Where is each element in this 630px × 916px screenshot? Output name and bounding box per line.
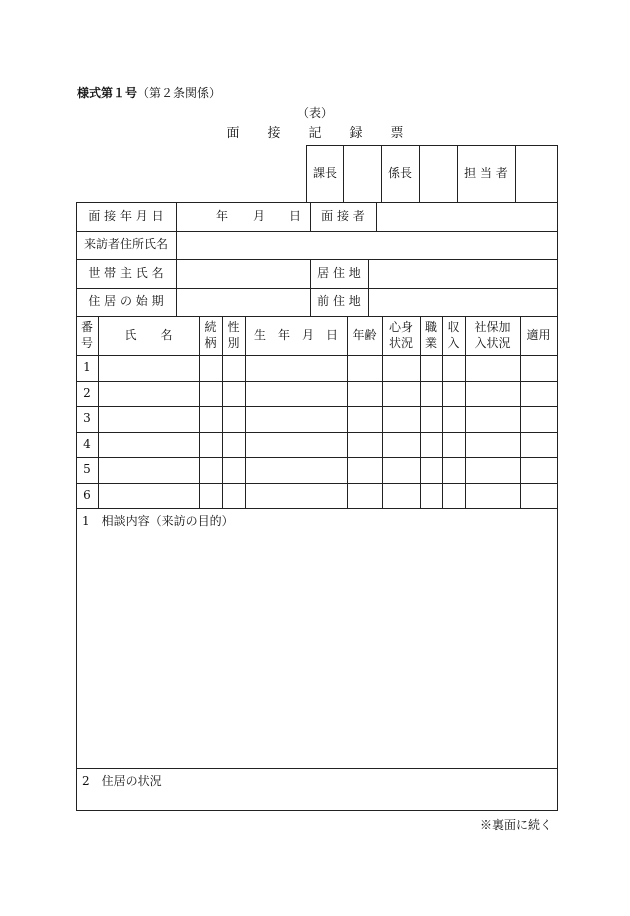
member-cell[interactable]: [383, 433, 420, 457]
member-cell[interactable]: [223, 407, 245, 432]
member-cell[interactable]: [99, 458, 199, 483]
form-title: [0, 122, 630, 141]
member-cell[interactable]: [200, 484, 222, 508]
face-label: （表）: [296, 106, 333, 120]
header-insurance: 社保加 入状況: [474, 319, 511, 350]
form-right-border: [557, 202, 558, 811]
header-birth-date: 生 年 月 日: [253, 327, 338, 342]
form-number-relation: （第２条関係）: [137, 86, 222, 100]
member-cell[interactable]: [443, 484, 465, 508]
staff-stamp[interactable]: [516, 145, 557, 203]
month-label: 月: [252, 208, 265, 223]
member-cell[interactable]: [223, 356, 245, 381]
member-cell[interactable]: [466, 407, 520, 432]
member-cell[interactable]: [348, 484, 382, 508]
header-income: 収 入: [447, 319, 460, 350]
visitor-address-name-label: 来訪者住所氏名: [83, 237, 168, 252]
member-cell[interactable]: [466, 356, 520, 381]
section-chief-label: 課長: [312, 166, 337, 181]
member-cell[interactable]: [99, 433, 199, 457]
member-cell[interactable]: [348, 382, 382, 406]
previous-residence-field[interactable]: [369, 289, 557, 316]
member-cell[interactable]: [443, 356, 465, 381]
residence-label: 居 住 地: [317, 265, 361, 280]
member-cell[interactable]: [200, 458, 222, 483]
member-cell[interactable]: [466, 382, 520, 406]
form-title-char: 記: [308, 126, 322, 141]
member-cell[interactable]: [383, 484, 420, 508]
housing-label: 2 住居の状況: [82, 774, 162, 788]
member-cell[interactable]: [443, 407, 465, 432]
member-cell[interactable]: [99, 407, 199, 432]
header-no: 番 号: [80, 319, 93, 350]
interview-date-label: 面 接 年 月 日: [88, 208, 164, 223]
member-cell[interactable]: [246, 433, 347, 457]
header-relation: 続 柄: [204, 319, 217, 350]
section-chief-stamp[interactable]: [344, 145, 381, 203]
member-cell[interactable]: [443, 458, 465, 483]
visitor-address-name-field[interactable]: [177, 232, 557, 259]
row-number: 2: [83, 385, 91, 400]
member-cell[interactable]: [521, 458, 557, 483]
form-title-char: 票: [390, 126, 404, 141]
member-cell[interactable]: [421, 407, 442, 432]
header-occupation: 職 業: [424, 319, 437, 350]
row-number: 5: [83, 462, 91, 477]
member-cell[interactable]: [99, 382, 199, 406]
form-title-char: 録: [349, 126, 363, 141]
row-number: 3: [83, 411, 91, 426]
member-cell[interactable]: [348, 433, 382, 457]
member-cell[interactable]: [246, 484, 347, 508]
member-cell[interactable]: [383, 356, 420, 381]
member-cell[interactable]: [200, 433, 222, 457]
form-number-bold: 様式第１号: [77, 86, 138, 100]
housing-content-area[interactable]: [77, 788, 557, 809]
header-age: 年齢: [352, 327, 377, 342]
residence-field[interactable]: [369, 260, 557, 288]
previous-residence-label: 前 住 地: [317, 294, 361, 309]
day-label: 日: [288, 208, 301, 223]
member-cell[interactable]: [246, 356, 347, 381]
form-title-char: 接: [267, 126, 281, 141]
member-cell[interactable]: [466, 458, 520, 483]
form-title-char: 面: [226, 126, 240, 141]
member-cell[interactable]: [466, 433, 520, 457]
member-cell[interactable]: [521, 382, 557, 406]
member-cell[interactable]: [521, 484, 557, 508]
member-cell[interactable]: [99, 484, 199, 508]
member-cell[interactable]: [521, 407, 557, 432]
member-cell[interactable]: [383, 407, 420, 432]
member-cell[interactable]: [421, 484, 442, 508]
header-applicable: 適用: [526, 327, 551, 342]
residence-start-field[interactable]: [177, 289, 310, 316]
member-cell[interactable]: [200, 407, 222, 432]
consultation-content-area[interactable]: [77, 528, 557, 767]
section-divider: [76, 768, 558, 769]
header-sex: 性 別: [227, 319, 240, 350]
header-health: 心身 状況: [388, 319, 413, 350]
member-cell[interactable]: [200, 356, 222, 381]
member-cell[interactable]: [223, 458, 245, 483]
member-cell[interactable]: [383, 382, 420, 406]
member-cell[interactable]: [246, 458, 347, 483]
residence-start-label: 住 居 の 始 期: [88, 294, 164, 309]
member-cell[interactable]: [246, 407, 347, 432]
member-cell[interactable]: [466, 484, 520, 508]
member-cell[interactable]: [348, 407, 382, 432]
householder-name-label: 世 帯 主 氏 名: [88, 265, 164, 280]
subsection-chief-stamp[interactable]: [420, 145, 457, 203]
row-number: 4: [83, 436, 91, 451]
member-cell[interactable]: [223, 484, 245, 508]
member-cell[interactable]: [383, 458, 420, 483]
member-cell[interactable]: [521, 433, 557, 457]
staff-label: 担 当 者: [464, 166, 508, 181]
member-cell[interactable]: [421, 382, 442, 406]
member-cell[interactable]: [223, 382, 245, 406]
subsection-chief-label: 係長: [387, 166, 412, 181]
header-name: 氏 名: [124, 327, 173, 342]
member-cell[interactable]: [223, 433, 245, 457]
table-row-divider: [76, 508, 558, 509]
member-cell[interactable]: [348, 458, 382, 483]
form-number: [77, 84, 221, 101]
form-bottom-border: [76, 810, 558, 811]
member-cell[interactable]: [246, 382, 347, 406]
member-cell[interactable]: [348, 356, 382, 381]
member-cell[interactable]: [443, 433, 465, 457]
member-cell[interactable]: [443, 382, 465, 406]
member-cell[interactable]: [521, 356, 557, 381]
approval-right-border: [557, 145, 558, 203]
interviewer-field[interactable]: [377, 203, 557, 231]
row-number: 1: [83, 360, 91, 375]
year-label: 年: [215, 208, 228, 223]
householder-name-field[interactable]: [177, 260, 310, 288]
row-number: 6: [83, 487, 91, 502]
member-cell[interactable]: [200, 382, 222, 406]
member-cell[interactable]: [421, 356, 442, 381]
consultation-label: 1 相談内容（来訪の目的）: [82, 514, 234, 528]
member-cell[interactable]: [421, 433, 442, 457]
member-cell[interactable]: [99, 356, 199, 381]
interviewer-label: 面 接 者: [321, 208, 365, 223]
continued-on-back-note: ※裏面に続く: [479, 818, 552, 832]
member-cell[interactable]: [421, 458, 442, 483]
